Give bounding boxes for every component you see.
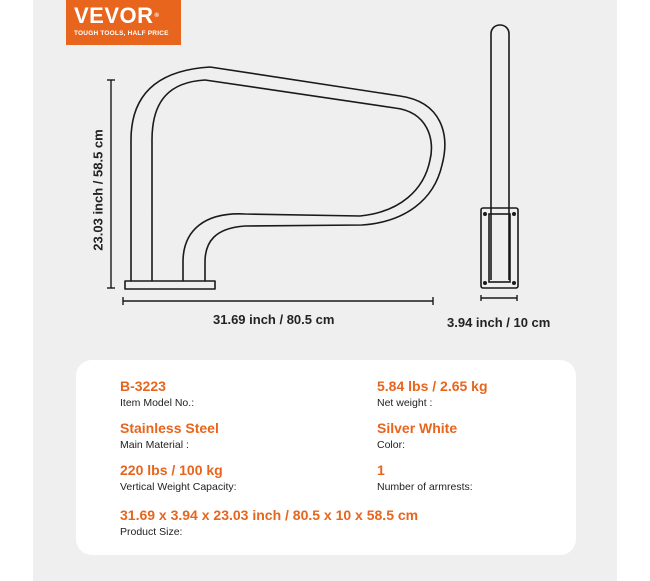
spec-model-value: B-3223: [120, 378, 166, 394]
spec-model: [120, 378, 194, 410]
spec-color-label: Color:: [377, 439, 406, 451]
spec-material-value: Stainless Steel: [120, 420, 219, 436]
front-base-plate: [481, 208, 518, 288]
spec-capacity: [120, 462, 237, 494]
rail-inner-outline: [131, 67, 445, 281]
bolt-hole-icon: [483, 281, 487, 285]
spec-material-label: Main Material :: [120, 439, 189, 451]
depth-dim-label: 3.94 inch / 10 cm: [447, 315, 551, 330]
spec-size-label: Product Size:: [120, 526, 183, 538]
front-base-plate-inner: [489, 214, 510, 282]
brand-tagline: TOUGH TOOLS, HALF PRICE: [74, 30, 169, 37]
spec-weight: [377, 378, 488, 410]
spec-material: [120, 420, 219, 452]
spec-armrests: [377, 462, 473, 494]
spec-color: [377, 420, 457, 452]
spec-size-value: 31.69 x 3.94 x 23.03 inch / 80.5 x 10 x 58.5 cm: [120, 507, 419, 523]
spec-model-label: Item Model No.:: [120, 397, 195, 409]
bolt-hole-icon: [512, 281, 516, 285]
brand-reg-mark: ®: [154, 13, 160, 19]
spec-weight-value: 5.84 lbs / 2.65 kg: [377, 378, 488, 394]
spec-capacity-value: 220 lbs / 100 kg: [120, 462, 223, 478]
spec-weight-label: Net weight :: [377, 397, 433, 409]
width-dim-label: 31.69 inch / 80.5 cm: [213, 312, 335, 327]
bolt-hole-icon: [512, 212, 516, 216]
spec-capacity-label: Vertical Weight Capacity:: [120, 481, 237, 493]
base-plate-outline: [125, 281, 215, 289]
spec-size: [120, 507, 418, 539]
front-rail-outline: [491, 25, 509, 280]
spec-armrests-label: Number of armrests:: [377, 481, 473, 493]
spec-color-value: Silver White: [377, 420, 458, 436]
spec-armrests-value: 1: [377, 462, 385, 478]
brand-name: VEVOR: [74, 3, 154, 28]
rail-outline: [152, 80, 431, 281]
bolt-hole-icon: [483, 212, 487, 216]
height-dim-label: 23.03 inch / 58.5 cm: [90, 129, 106, 251]
